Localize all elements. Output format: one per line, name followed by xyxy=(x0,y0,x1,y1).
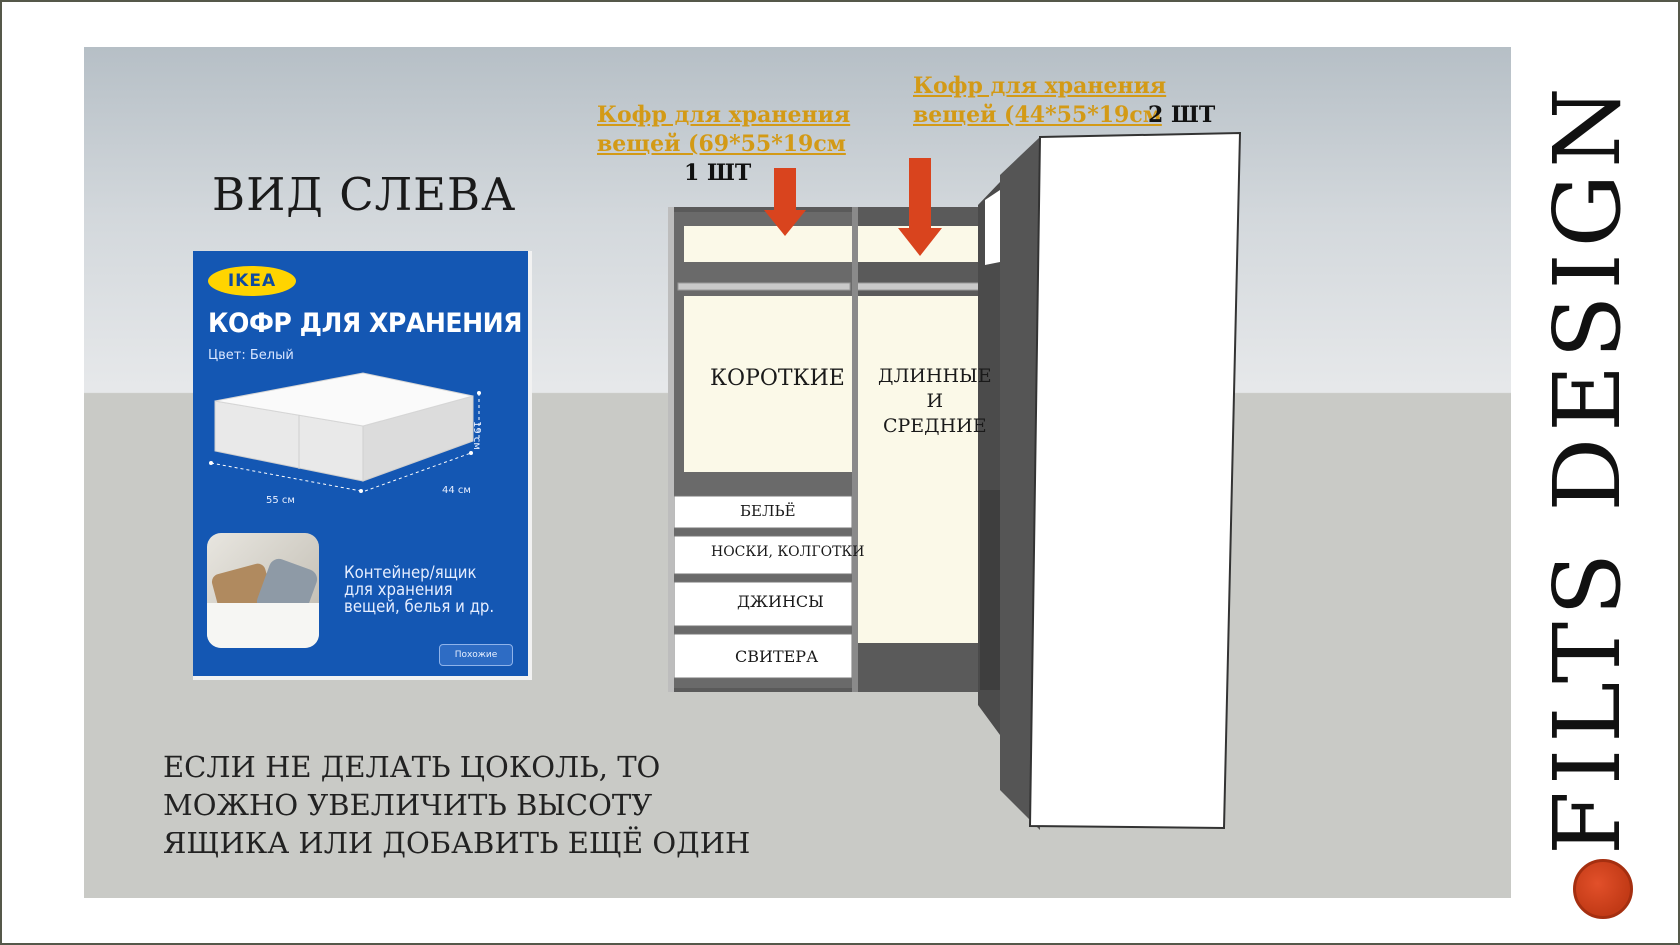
product-title: КОФР ДЛЯ ХРАНЕНИЯ xyxy=(208,308,523,339)
brand-title: FILTS DESIGN xyxy=(1534,81,1641,855)
ikea-logo: IKEA xyxy=(208,266,296,296)
base-note: ЕСЛИ НЕ ДЕЛАТЬ ЦОКОЛЬ, ТО МОЖНО УВЕЛИЧИТЬ ВЫСОТУ ЯЩИКА ИЛИ ДОБАВИТЬ ЕЩЁ ОДИН xyxy=(163,750,751,860)
zone-long: ДЛИННЫЕ И СРЕДНИЕ xyxy=(878,365,992,437)
view-title: ВИД СЛЕВА xyxy=(212,168,517,221)
drawer-label-jeans: ДЖИНСЫ xyxy=(737,592,824,611)
callout-right: Кофр для хранения вещей (44*55*19см xyxy=(913,73,1167,128)
dim-height: 19 см xyxy=(471,421,482,450)
product-color: Цвет: Белый xyxy=(208,348,294,363)
product-description: Контейнер/ящик для хранения вещей, белья и др. xyxy=(344,563,495,617)
drawer-label-sweaters: СВИТЕРА xyxy=(735,647,819,666)
accent-dot xyxy=(1573,859,1633,919)
dim-width: 44 см xyxy=(442,485,471,496)
callout-left-qty: 1 ШТ xyxy=(684,160,752,186)
dim-length: 55 см xyxy=(266,495,295,506)
similar-button[interactable]: Похожие xyxy=(439,644,513,666)
drawer-label-underwear: БЕЛЬЁ xyxy=(740,502,796,520)
callout-right-qty: 2 ШТ xyxy=(1148,102,1216,128)
zone-short: КОРОТКИЕ xyxy=(710,366,845,391)
drawer-label-socks: НОСКИ, КОЛГОТКИ xyxy=(711,544,865,560)
callout-left: Кофр для хранения вещей (69*55*19см xyxy=(597,102,851,157)
